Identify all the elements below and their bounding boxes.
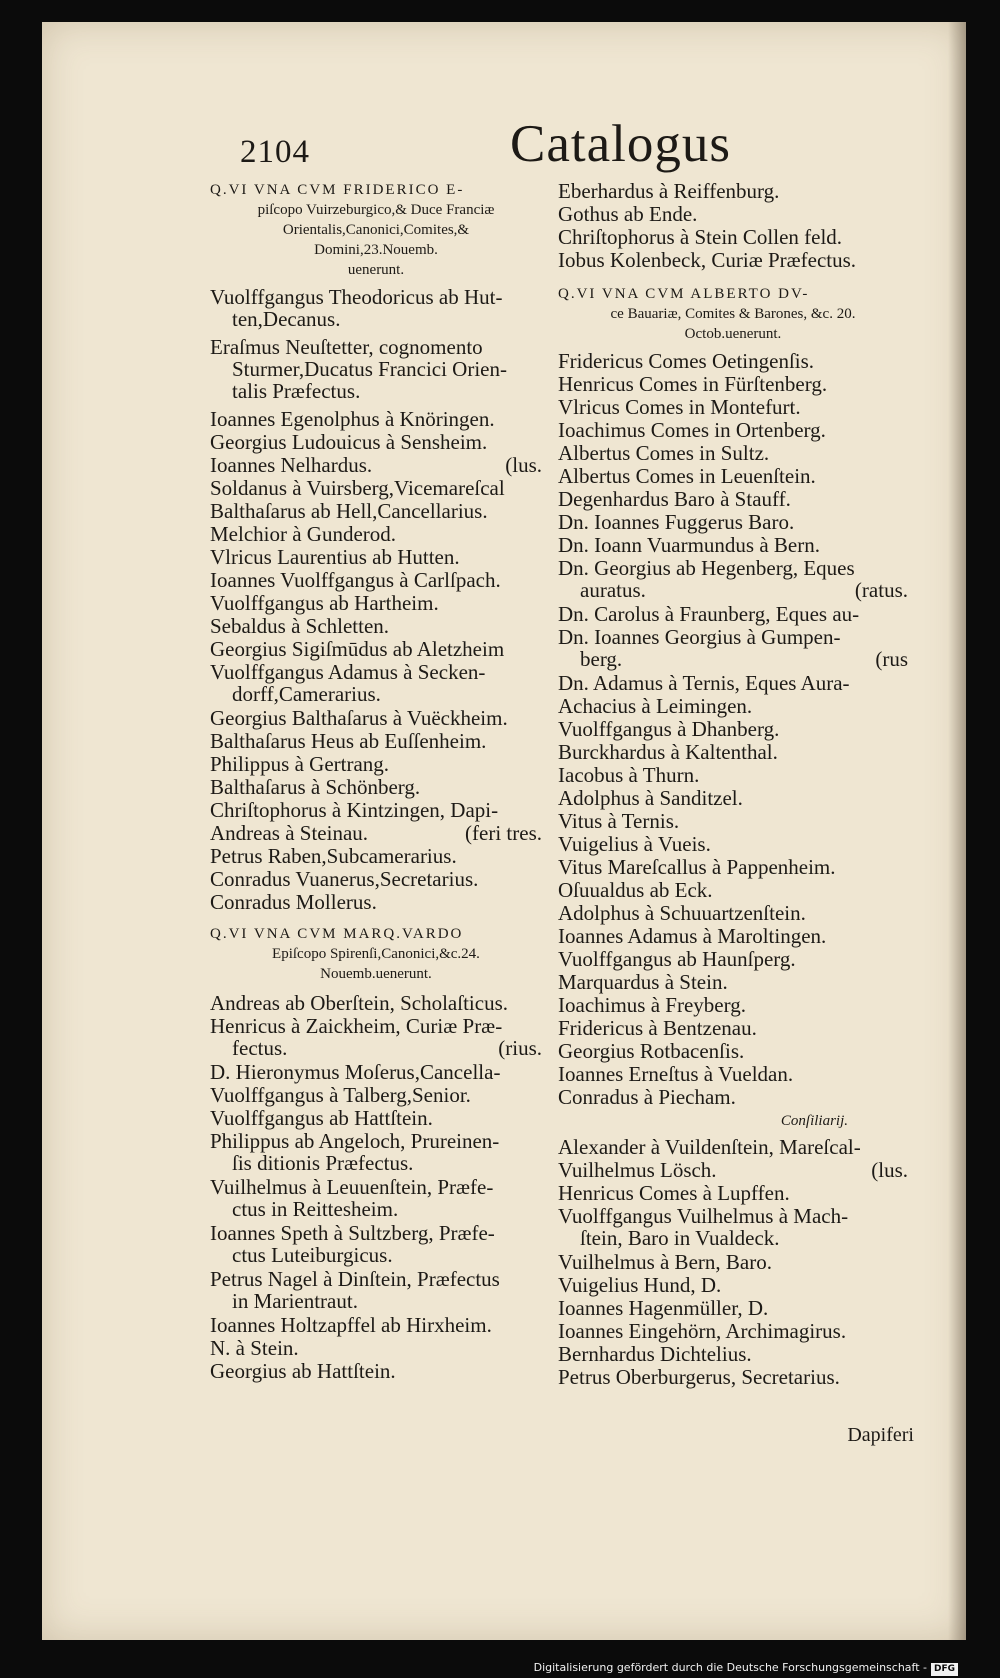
name-entry: Burckhardus à Kaltenthal. <box>558 740 778 764</box>
name-entry: Marquardus à Stein. <box>558 970 728 994</box>
name-entry: Dn. Carolus à Fraunberg, Eques au- <box>558 602 860 626</box>
name-entry: Eberhardus à Reiffenburg. <box>558 179 780 203</box>
group-heading-friderico <box>210 180 542 280</box>
group-heading-marqvardo <box>210 924 542 984</box>
running-title: Catalogus <box>510 115 731 173</box>
name-entry: Georgius Ludouicus à Sensheim. <box>210 430 488 454</box>
heading-line: Epiſcopo Spirenſi,Canonici,&c.24. <box>272 946 480 962</box>
name-entry: Dn. Ioannes Fuggerus Baro. <box>558 510 795 534</box>
name-entry: Dn. Adamus à Ternis, Eques Aura- <box>558 671 850 695</box>
name-entry: Vitus à Ternis. <box>558 809 680 833</box>
name-entry: Ioannes Egenolphus à Knöringen. <box>210 407 495 431</box>
catchword: Dapiferi <box>847 1424 914 1446</box>
name-entry: Petrus Oberburgerus, Secretarius. <box>558 1365 840 1389</box>
name-entry: Achacius à Leimingen. <box>558 694 753 718</box>
page-gutter-shadow <box>948 22 966 1640</box>
page-number: 2104 <box>240 134 310 170</box>
name-entry: Albertus Comes in Sultz. <box>558 441 770 465</box>
name-entry: Albertus Comes in Leuenſtein. <box>558 464 816 488</box>
name-entry: Ioannes Speth à Sultzberg, Præfe- ctus Luteiburgicus. <box>210 1221 495 1267</box>
name-entry: Balthaſarus ab Hell,Cancellarius. <box>210 499 488 523</box>
consiliarii-label: Conſiliarij. <box>780 1113 848 1129</box>
name-entry: Georgius Balthaſarus à Vuëckheim. <box>210 706 508 730</box>
heading-line: Orientalis,Canonici,Comites,& <box>282 222 470 238</box>
digitization-footer <box>0 1658 1000 1678</box>
group-heading-alberto <box>558 284 908 344</box>
heading-line: piſcopo Vuirzeburgico,& Duce Franciæ <box>257 202 495 218</box>
name-entry: Petrus Nagel à Dinſtein, Præfectus in Marientraut. <box>210 1267 500 1313</box>
heading-line: Q.VI VNA CVM ALBERTO DV- <box>558 286 810 302</box>
name-entry: Vuolffgangus ab Haunſperg. <box>558 947 796 971</box>
name-entry: Vuolffgangus Theodoricus ab Hut- ten,Decanus. <box>210 285 503 331</box>
name-entry: Vuigelius Hund, D. <box>558 1273 722 1297</box>
heading-line: Octob.uenerunt. <box>684 326 782 342</box>
book-page <box>42 22 966 1640</box>
name-entry: Iobus Kolenbeck, Curiæ Præfectus. <box>558 248 857 272</box>
name-entry: Henricus à Zaickheim, Curiæ Præ- fectus. (rius. <box>210 1014 542 1060</box>
name-entry: Vuolffgangus ab Hartheim. <box>210 591 439 615</box>
name-entry: Bernhardus Dichtelius. <box>558 1342 752 1366</box>
name-entry: Adolphus à Sanditzel. <box>558 786 743 810</box>
name-entry: Henricus Comes in Fürſtenberg. <box>558 372 828 396</box>
name-entry: Vlricus Laurentius ab Hutten. <box>210 545 460 569</box>
name-entry: Oſuualdus ab Eck. <box>558 878 713 902</box>
name-entry: Dn. Ioann Vuarmundus à Bern. <box>558 533 820 557</box>
name-entry: Dn. Georgius ab Hegenberg, Eques auratus. (ratus. <box>558 556 908 602</box>
name-entry: Vuolffgangus à Dhanberg. <box>558 717 780 741</box>
heading-line: Domini,23.Nouemb. <box>314 242 438 258</box>
name-entry: Georgius Rotbacenſis. <box>558 1039 745 1063</box>
name-entry: Andreas ab Oberſtein, Scholaſticus. <box>210 991 508 1015</box>
name-entry: Conradus à Piecham. <box>558 1085 736 1109</box>
name-entry: Melchior à Gunderod. <box>210 522 397 546</box>
name-entry: Alexander à Vuildenſtein, Mareſcal- <box>558 1135 861 1159</box>
name-entry: Vitus Mareſcallus à Pappenheim. <box>558 855 836 879</box>
name-entry: Gothus ab Ende. <box>558 202 698 226</box>
name-entry: Georgius Sigiſmūdus ab Aletzheim <box>210 637 505 661</box>
name-entry: Conradus Mollerus. <box>210 890 377 914</box>
heading-line: Q.VI VNA CVM FRIDERICO E- <box>210 182 465 198</box>
footer-notice: Digitalisierung gefördert durch die Deutsche Forschungsgemeinschaft - DFG <box>534 1658 958 1678</box>
name-entry: Vuigelius à Vueis. <box>558 832 711 856</box>
name-entry: Eraſmus Neuſtetter, cognomento Sturmer,Ducatus Francici Orien- talis Præfectus. <box>210 335 507 403</box>
heading-line: Nouemb.uenerunt. <box>320 966 432 982</box>
name-entry: Vuilhelmus à Bern, Baro. <box>558 1250 772 1274</box>
name-entry: Ioannes Hagenmüller, D. <box>558 1296 769 1320</box>
name-entry: Balthaſarus Heus ab Euſſenheim. <box>210 729 487 753</box>
dfg-logo-badge: DFG <box>931 1663 958 1676</box>
heading-line: Q.VI VNA CVM MARQ.VARDO <box>210 926 464 942</box>
name-entry: Fridericus à Bentzenau. <box>558 1016 757 1040</box>
name-entry: Andreas à Steinau. (feri tres. <box>210 821 542 845</box>
name-entry: Georgius ab Hattſtein. <box>210 1359 396 1383</box>
name-entry: Philippus ab Angeloch, Prureinen- ſis ditionis Præfectus. <box>210 1129 500 1175</box>
name-entry: Petrus Raben,Subcamerarius. <box>210 844 457 868</box>
name-entry: N. à Stein. <box>210 1336 299 1360</box>
name-entry: Balthaſarus à Schönberg. <box>210 775 421 799</box>
name-entry: Adolphus à Schuuartzenſtein. <box>558 901 806 925</box>
name-entry: Vuilhelmus Lösch. (lus. <box>558 1158 908 1182</box>
name-entry: Ioachimus à Freyberg. <box>558 993 746 1017</box>
name-entry: Chriſtophorus à Kintzingen, Dapi- <box>210 798 499 822</box>
name-entry: Ioannes Adamus à Maroltingen. <box>558 924 827 948</box>
name-entry: Ioannes Vuolffgangus à Carlſpach. <box>210 568 501 592</box>
name-entry: Vuolffgangus Adamus à Secken- dorff,Camerarius. <box>210 660 486 706</box>
name-entry: Ioannes Erneſtus à Vueldan. <box>558 1062 794 1086</box>
name-entry: Vuilhelmus à Leuuenſtein, Præfe- ctus in Reittesheim. <box>210 1175 494 1221</box>
name-entry: Philippus à Gertrang. <box>210 752 390 776</box>
name-entry: D. Hieronymus Moſerus,Cancella- <box>210 1060 501 1084</box>
name-entry: Chriſtophorus à Stein Collen feld. <box>558 225 843 249</box>
name-entry: Dn. Ioannes Georgius à Gumpen- berg. (rus <box>558 625 908 671</box>
name-entry: Sebaldus à Schletten. <box>210 614 390 638</box>
name-entry: Henricus Comes à Lupffen. <box>558 1181 790 1205</box>
name-entry: Soldanus à Vuirsberg,Vicemareſcal <box>210 476 505 500</box>
name-entry: Ioachimus Comes in Ortenberg. <box>558 418 826 442</box>
name-entry: Degenhardus Baro à Stauff. <box>558 487 791 511</box>
name-entry: Vuolffgangus Vuilhelmus à Mach- ſtein, Baro in Vualdeck. <box>558 1204 849 1250</box>
heading-line: ce Bauariæ, Comites & Barones, &c. 20. <box>610 306 856 322</box>
name-entry: Ioannes Eingehörn, Archimagirus. <box>558 1319 847 1343</box>
name-entry: Ioannes Nelhardus. (lus. <box>210 453 542 477</box>
name-entry: Conradus Vuanerus,Secretarius. <box>210 867 479 891</box>
name-entry: Iacobus à Thurn. <box>558 763 700 787</box>
name-entry: Vuolffgangus ab Hattſtein. <box>210 1106 433 1130</box>
name-entry: Vuolffgangus à Talberg,Senior. <box>210 1083 471 1107</box>
name-entry: Ioannes Holtzapffel ab Hirxheim. <box>210 1313 492 1337</box>
name-entry: Vlricus Comes in Montefurt. <box>558 395 801 419</box>
name-entry: Fridericus Comes Oetingenſis. <box>558 349 815 373</box>
heading-line: uenerunt. <box>347 262 405 278</box>
